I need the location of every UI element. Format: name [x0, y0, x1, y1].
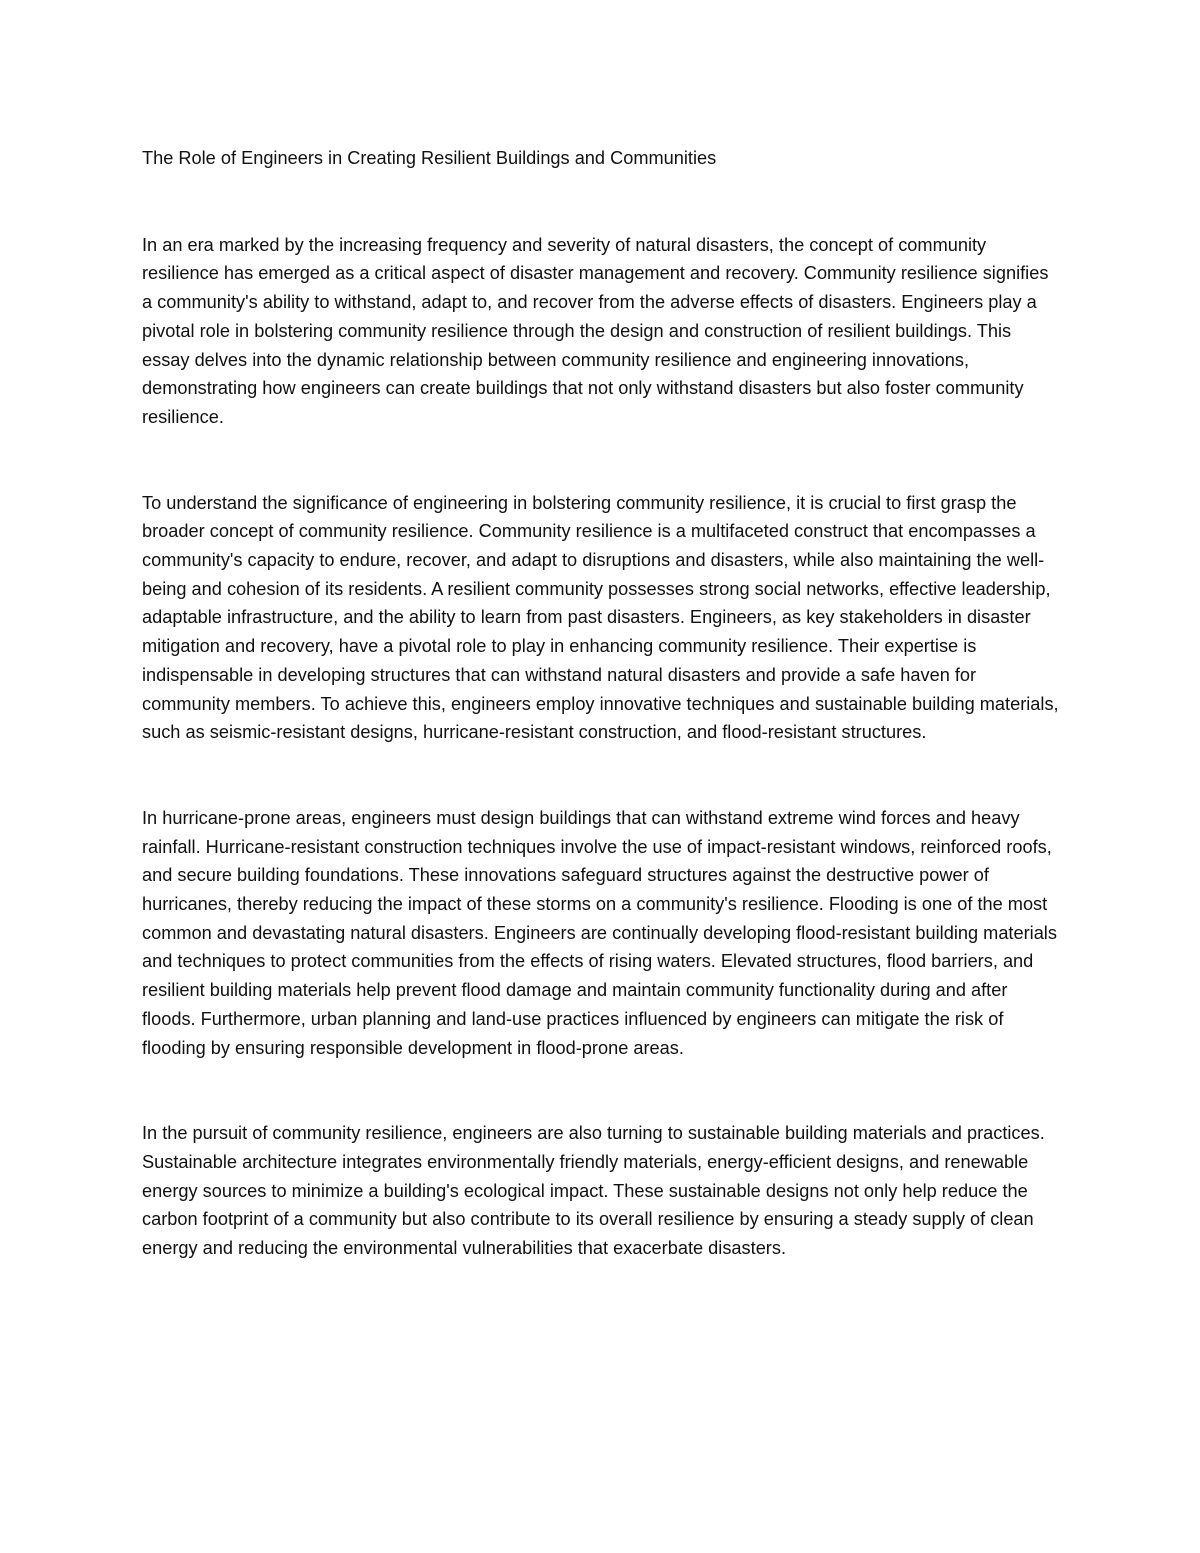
document-body [142, 144, 1062, 1263]
paragraph-community-resilience: To understand the significance of engineering in bolstering community resilience, it is crucial to first grasp the broader concept of community resilience. Community resilience is a multifaceted construct that encompasses a community's capacity to endure, recover, and adapt to disruptions and disasters, while also maintaining the well-being and cohesion of its residents. A resilient community possesses strong social networks, effective leadership, adaptable infrastructure, and the ability to learn from past disasters. Engineers, as key stakeholders in disaster mitigation and recovery, have a pivotal role to play in enhancing community resilience. Their expertise is indispensable in developing structures that can withstand natural disasters and provide a safe haven for community members. To achieve this, engineers employ innovative techniques and sustainable building materials, such as seismic-resistant designs, hurricane-resistant construction, and flood-resistant structures. [142, 492, 1059, 743]
paragraph-hurricane-flood: In hurricane-prone areas, engineers must design buildings that can withstand extreme wind forces and heavy rainfall. Hurricane-resistant construction techniques involve the use of impact-resistant windows, reinforced roofs, and secure building foundations. These innovations safeguard structures against the destructive power of hurricanes, thereby reducing the impact of these storms on a community's resilience. Flooding is one of the most common and devastating natural disasters. Engineers are continually developing flood-resistant building materials and techniques to protect communities from the effects of rising waters. Elevated structures, flood barriers, and resilient building materials help prevent flood damage and maintain community functionality during and after floods. Furthermore, urban planning and land-use practices influenced by engineers can mitigate the risk of flooding by ensuring responsible development in flood-prone areas. [142, 807, 1057, 1058]
paragraph-sustainable-materials: In the pursuit of community resilience, engineers are also turning to sustainable building materials and practices. Sustainable architecture integrates environmentally friendly materials, energy-efficient designs, and renewable energy sources to minimize a building's ecological impact. These sustainable designs not only help reduce the carbon footprint of a community but also contribute to its overall resilience by ensuring a steady supply of clean energy and reducing the environmental vulnerabilities that exacerbate disasters. [142, 1123, 1045, 1259]
paragraph-introduction: In an era marked by the increasing frequency and severity of natural disasters, the concept of community resilience has emerged as a critical aspect of disaster management and recovery. Community resilience signifies a community's ability to withstand, adapt to, and recover from the adverse effects of disasters. Engineers play a pivotal role in bolstering community resilience through the design and construction of resilient buildings. This essay delves into the dynamic relationship between community resilience and engineering innovations, demonstrating how engineers can create buildings that not only withstand disasters but also foster community resilience. [142, 234, 1049, 427]
document-title: The Role of Engineers in Creating Resilient Buildings and Communities [142, 148, 717, 168]
